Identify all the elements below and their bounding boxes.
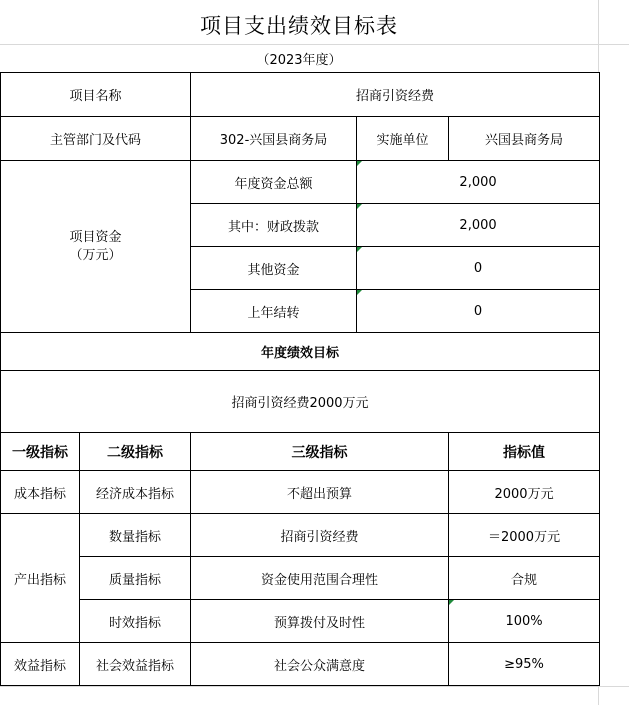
impl-unit-value[interactable]: 兴国县商务局 — [449, 117, 600, 161]
performance-target-table — [0, 72, 600, 686]
output-level2[interactable]: 时效指标 — [80, 600, 191, 643]
benefit-level3[interactable]: 社会公众满意度 — [191, 643, 449, 686]
impl-unit-label[interactable]: 实施单位 — [357, 117, 449, 161]
output-level2[interactable]: 数量指标 — [80, 514, 191, 557]
col-header-level2[interactable]: 二级指标 — [80, 433, 191, 471]
funds-other-value[interactable] — [357, 247, 600, 290]
funds-other-text: 0 — [473, 260, 483, 276]
comment-marker-icon — [357, 290, 362, 295]
funds-other-label[interactable]: 其他资金 — [191, 247, 357, 290]
funds-total-text: 2,000 — [459, 174, 497, 190]
output-level2[interactable]: 质量指标 — [80, 557, 191, 600]
funds-carryover-value[interactable] — [357, 290, 600, 333]
table-row — [1, 471, 600, 514]
funds-fiscal-value[interactable] — [357, 204, 600, 247]
project-name-value[interactable]: 招商引资经费 — [191, 73, 600, 117]
annual-goal-row — [1, 371, 600, 433]
col-header-level3[interactable]: 三级指标 — [191, 433, 449, 471]
table-row — [1, 514, 600, 557]
output-level3[interactable]: 资金使用范围合理性 — [191, 557, 449, 600]
funds-carryover-label[interactable]: 上年结转 — [191, 290, 357, 333]
funds-carryover-text: 0 — [473, 303, 483, 319]
annual-goal-header[interactable]: 年度绩效目标 — [1, 333, 600, 371]
benefit-level1[interactable]: 效益指标 — [1, 643, 80, 686]
project-name-label[interactable]: 项目名称 — [1, 73, 191, 117]
comment-marker-icon — [449, 600, 454, 605]
cost-level1[interactable]: 成本指标 — [1, 471, 80, 514]
comment-marker-icon — [357, 247, 362, 252]
funds-label[interactable] — [1, 161, 191, 333]
dept-label[interactable]: 主管部门及代码 — [1, 117, 191, 161]
table-row — [1, 557, 600, 600]
output-value[interactable] — [449, 600, 600, 643]
funds-row — [1, 161, 600, 204]
project-name-row — [1, 73, 600, 117]
funds-label-text: 项目资金 （万元） — [69, 229, 122, 263]
funds-total-value[interactable] — [357, 161, 600, 204]
table-row — [1, 600, 600, 643]
output-value[interactable]: 合规 — [449, 557, 600, 600]
dept-value[interactable]: 302-兴国县商务局 — [191, 117, 357, 161]
indicator-header-row — [1, 433, 600, 471]
cost-value[interactable]: 2000万元 — [449, 471, 600, 514]
department-row — [1, 117, 600, 161]
cost-level3[interactable]: 不超出预算 — [191, 471, 449, 514]
comment-marker-icon — [357, 161, 362, 166]
fiscal-year: （2023年度） — [256, 53, 342, 68]
cost-level2[interactable]: 经济成本指标 — [80, 471, 191, 514]
funds-fiscal-text: 2,000 — [459, 217, 497, 233]
table-row — [1, 643, 600, 686]
output-value[interactable]: ＝2000万元 — [449, 514, 600, 557]
benefit-value[interactable]: ≥95% — [449, 643, 600, 686]
output-level3[interactable]: 招商引资经费 — [191, 514, 449, 557]
output-value-text: 100% — [505, 613, 543, 629]
funds-fiscal-label[interactable]: 其中：财政拨款 — [191, 204, 357, 247]
page-title: 项目支出绩效目标表 — [200, 14, 398, 38]
output-level1[interactable]: 产出指标 — [1, 514, 80, 643]
annual-goal-text[interactable]: 招商引资经费2000万元 — [1, 371, 600, 433]
col-header-level1[interactable]: 一级指标 — [1, 433, 80, 471]
col-header-value[interactable]: 指标值 — [449, 433, 600, 471]
benefit-level2[interactable]: 社会效益指标 — [80, 643, 191, 686]
funds-total-label[interactable]: 年度资金总额 — [191, 161, 357, 204]
annual-goal-header-row — [1, 333, 600, 371]
comment-marker-icon — [357, 204, 362, 209]
output-level3[interactable]: 预算拨付及时性 — [191, 600, 449, 643]
